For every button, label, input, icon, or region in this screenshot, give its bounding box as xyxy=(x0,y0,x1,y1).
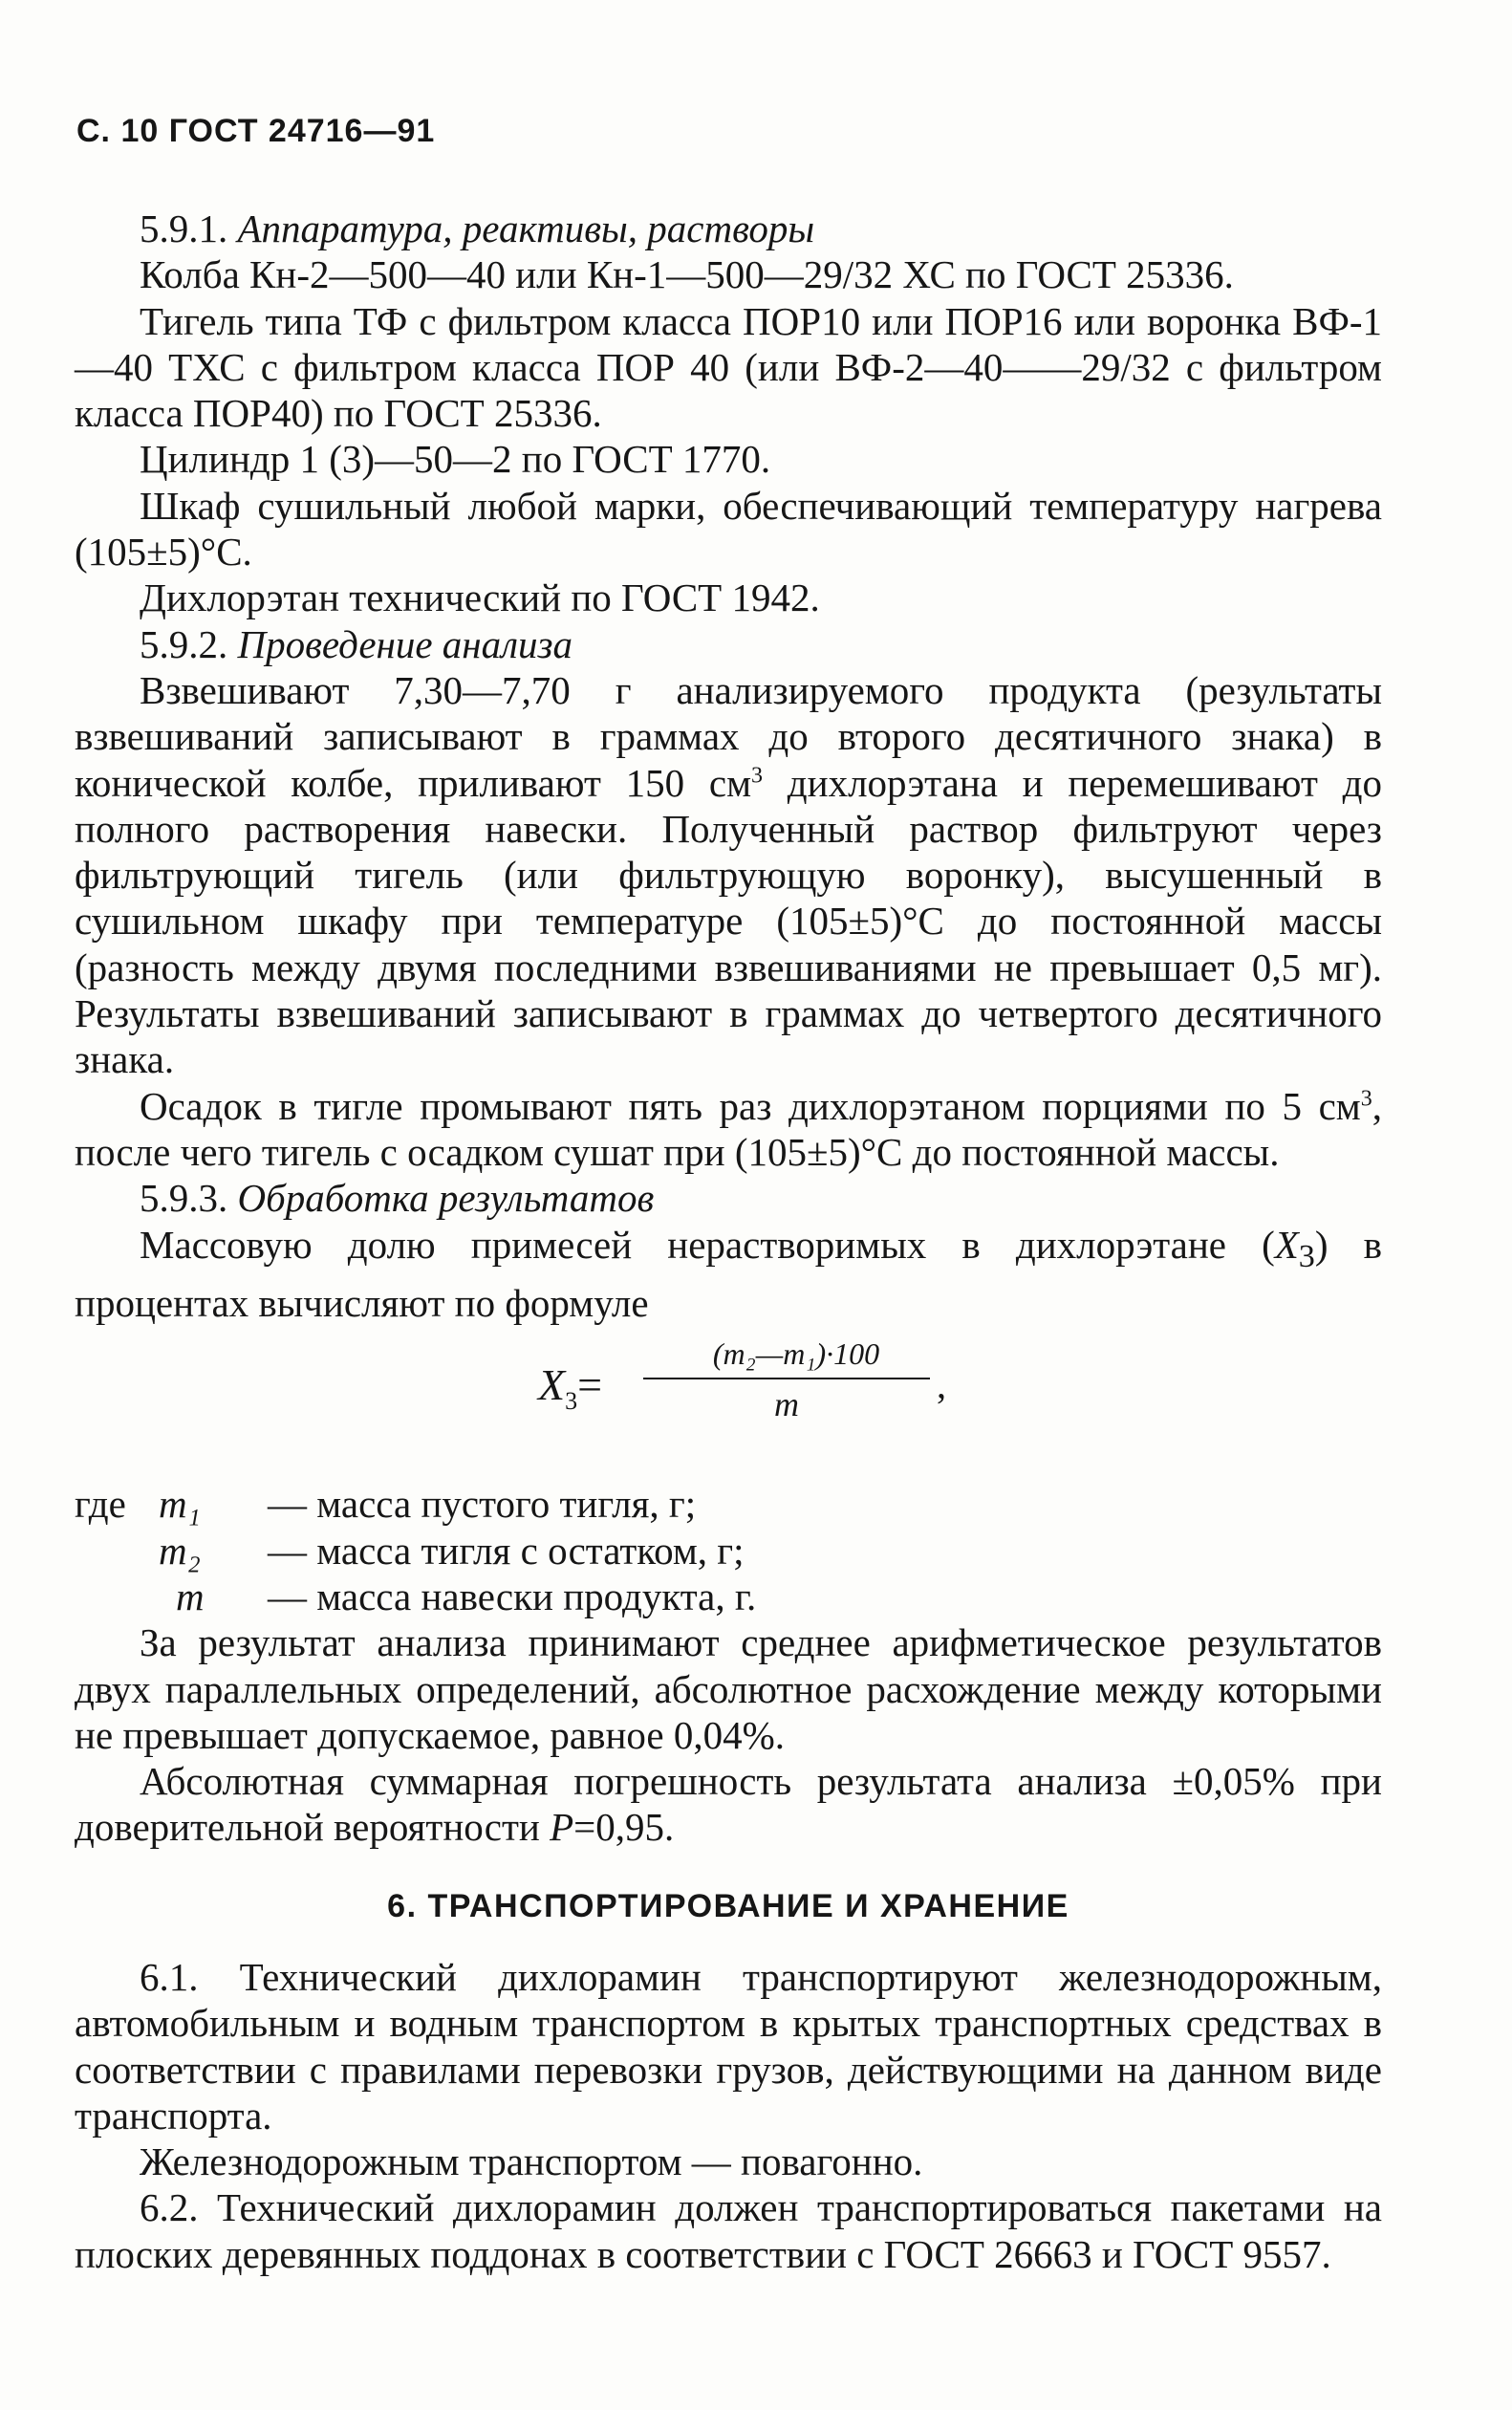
paragraph: 6.2. Технический дихлорамин должен транспортироваться пакетами на плоских деревянных поддонах в соответствии с ГОСТ 26663 и ГОСТ 9557. xyxy=(75,2185,1382,2276)
paragraph: За результат анализа принимают среднее арифметическое результатов двух параллельных определений, абсолютное расхождение между которыми не превышает допускаемое, равное 0,04%. xyxy=(75,1620,1382,1757)
paragraph: 6.1. Технический дихлорамин транспортируют железнодорожным, автомобильным и водным транспортом в крытых транспортных средствах в соответствии с правилами перевозки грузов, действующими на данном виде транспорта. xyxy=(75,1954,1382,2138)
text-span: ) в процентах вычисляют по формуле xyxy=(75,1222,1383,1326)
formula-subscript: 3 xyxy=(565,1387,578,1416)
section-6-title: 6. ТРАНСПОРТИРОВАНИЕ И ХРАНЕНИЕ xyxy=(387,1887,1069,1924)
where-row xyxy=(75,1481,1382,1527)
text-span: Взвешивают 7,30—7,70 г анализируемого продукта (результаты взвешиваний записывают в граммах до второго десятичного знака) в конической колбе, приливают 150 см xyxy=(75,667,1382,805)
paragraph xyxy=(75,1758,1382,1851)
subsection-593-title: Обработка результатов xyxy=(237,1176,655,1221)
where-symbol: m₂ xyxy=(159,1528,201,1573)
formula-equals: = xyxy=(577,1360,603,1410)
where-lead: где xyxy=(75,1482,126,1527)
paragraph xyxy=(75,1083,1382,1176)
paragraph xyxy=(75,1222,1382,1327)
formula-variable: X xyxy=(538,1360,566,1410)
where-row xyxy=(75,1528,1382,1574)
superscript: 3 xyxy=(1360,1085,1372,1111)
paragraph: Дихлорэтан технический по ГОСТ 1942. xyxy=(140,575,820,620)
formula xyxy=(75,1328,1382,1471)
text-span: , после чего тигель с осадком сушат при (105±5)°С до постоянной массы. xyxy=(75,1083,1382,1174)
text-span: дихлорэтана и перемешивают до полного растворения навески. Полученный раствор фильтруют через фильтрующий тигель (или фильтрующую воронку), высушенный в сушильном шкафу при температуре (105±5)°С до постоянной массы (разность между двумя последними взвешиваниями не превышает 0,5 мг). Результаты взвешиваний записывают в граммах до четвертого десятичного знака. xyxy=(75,760,1382,1082)
where-row xyxy=(75,1574,1382,1619)
subsection-591-number: 5.9.1. xyxy=(140,206,238,250)
where-text: — масса навески продукта, г. xyxy=(268,1574,757,1618)
text-span: =0,95. xyxy=(573,1805,675,1850)
subsection-593-heading xyxy=(75,1175,1382,1221)
paragraph: Шкаф сушильный любой марки, обеспечивающий температуру нагрева (105±5)°С. xyxy=(75,483,1382,575)
paragraph: Тигель типа ТФ с фильтром класса ПОР10 или ПОР16 или воронка ВФ-1—40 ТХС с фильтром класса ПОР 40 (или ВФ-2—40——29/32 с фильтром класса ПОР40) по ГОСТ 25336. xyxy=(75,298,1382,436)
formula-numerator: (m₂—m₁)·100 xyxy=(712,1336,880,1372)
formula-fraction xyxy=(643,1330,930,1429)
superscript: 3 xyxy=(751,762,764,788)
subscript: 3 xyxy=(1298,1238,1315,1274)
where-text: — масса пустого тигля, г; xyxy=(268,1482,697,1527)
document-body xyxy=(75,206,1382,2277)
page-header: С. 10 ГОСТ 24716—91 xyxy=(76,113,436,149)
formula-comma: , xyxy=(937,1363,946,1407)
where-symbol: m xyxy=(176,1574,205,1618)
text-span: Абсолютная суммарная погрешность результата анализа ±0,05% при доверительной вероятности xyxy=(75,1759,1382,1850)
text-span: Осадок в тигле промывают пять раз дихлорэтаном порциями по 5 см xyxy=(140,1083,1361,1128)
subsection-591-heading xyxy=(75,206,1382,251)
subsection-593-number: 5.9.3. xyxy=(140,1176,238,1221)
text-span: Массовую долю примесей нерастворимых в дихлорэтане ( xyxy=(140,1222,1275,1267)
where-symbol: m₁ xyxy=(159,1482,201,1527)
subsection-592-heading xyxy=(75,621,1382,667)
formula-lhs xyxy=(538,1362,602,1424)
paragraph: Цилиндр 1 (3)—50—2 по ГОСТ 1770. xyxy=(140,437,771,482)
variable: P xyxy=(550,1805,574,1850)
paragraph: Колба Кн-2—500—40 или Кн-1—500—29/32 ХС по ГОСТ 25336. xyxy=(140,252,1234,297)
variable: X xyxy=(1274,1222,1299,1267)
where-text: — масса тигля с остатком, г; xyxy=(268,1528,745,1573)
subsection-592-title: Проведение анализа xyxy=(237,621,573,666)
subsection-591-title: Аппаратура, реактивы, растворы xyxy=(237,206,815,250)
paragraph: Железнодорожным транспортом — повагонно. xyxy=(140,2139,923,2184)
paragraph xyxy=(75,667,1382,1083)
formula-denominator: m xyxy=(774,1385,799,1424)
subsection-592-number: 5.9.2. xyxy=(140,621,238,666)
